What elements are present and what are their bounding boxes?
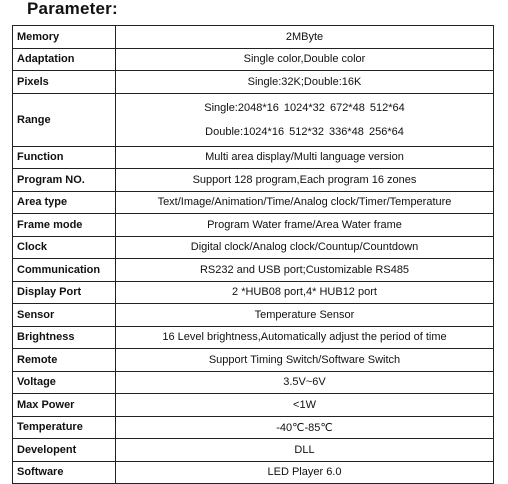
row-value-sensor: Temperature Sensor	[116, 304, 494, 327]
row-label-program-no: Program NO.	[13, 169, 116, 192]
row-value-area-type: Text/Image/Animation/Time/Analog clock/Timer/Temperature	[116, 191, 494, 214]
table-row	[13, 439, 494, 462]
range-double-line: Double:1024*16 512*32 336*48 256*64	[205, 125, 404, 138]
table-row	[13, 259, 494, 282]
table-row	[13, 191, 494, 214]
table-row	[13, 71, 494, 94]
table-row	[13, 394, 494, 417]
table-row	[13, 169, 494, 192]
table-row	[13, 326, 494, 349]
row-label-memory: Memory	[13, 26, 116, 49]
row-label-adaptation: Adaptation	[13, 48, 116, 71]
row-value-program-no: Support 128 program,Each program 16 zones	[116, 169, 494, 192]
row-label-temperature: Temperature	[13, 416, 116, 439]
table-row	[13, 214, 494, 237]
table-row	[13, 146, 494, 169]
row-label-function: Function	[13, 146, 116, 169]
row-value-frame-mode: Program Water frame/Area Water frame	[116, 214, 494, 237]
row-value-voltage: 3.5V~6V	[116, 371, 494, 394]
row-value-max-power: <1W	[116, 394, 494, 417]
table-row	[13, 304, 494, 327]
row-value-range	[116, 93, 494, 146]
row-label-development: Developent	[13, 439, 116, 462]
row-label-frame-mode: Frame mode	[13, 214, 116, 237]
row-value-pixels: Single:32K;Double:16K	[116, 71, 494, 94]
parameter-table	[12, 25, 494, 484]
row-value-clock: Digital clock/Analog clock/Countup/Countdown	[116, 236, 494, 259]
row-label-clock: Clock	[13, 236, 116, 259]
table-row	[13, 26, 494, 49]
table-row	[13, 349, 494, 372]
row-label-sensor: Sensor	[13, 304, 116, 327]
table-row	[13, 93, 494, 146]
row-label-pixels: Pixels	[13, 71, 116, 94]
row-label-software: Software	[13, 461, 116, 484]
row-label-voltage: Voltage	[13, 371, 116, 394]
row-label-max-power: Max Power	[13, 394, 116, 417]
row-value-temperature: -40℃-85℃	[116, 416, 494, 439]
row-label-range: Range	[13, 93, 116, 146]
row-value-display-port: 2 *HUB08 port,4* HUB12 port	[116, 281, 494, 304]
table-row	[13, 416, 494, 439]
table-row	[13, 236, 494, 259]
range-single-line: Single:2048*16 1024*32 672*48 512*64	[204, 101, 405, 114]
row-label-display-port: Display Port	[13, 281, 116, 304]
table-row	[13, 461, 494, 484]
row-label-brightness: Brightness	[13, 326, 116, 349]
row-label-area-type: Area type	[13, 191, 116, 214]
row-value-software: LED Player 6.0	[116, 461, 494, 484]
row-value-remote: Support Timing Switch/Software Switch	[116, 349, 494, 372]
table-row	[13, 371, 494, 394]
row-value-development: DLL	[116, 439, 494, 462]
row-label-communication: Communication	[13, 259, 116, 282]
row-value-function: Multi area display/Multi language version	[116, 146, 494, 169]
row-label-remote: Remote	[13, 349, 116, 372]
row-value-brightness: 16 Level brightness,Automatically adjust the period of time	[116, 326, 494, 349]
page-title: Parameter:	[27, 0, 118, 18]
row-value-adaptation: Single color,Double color	[116, 48, 494, 71]
table-row	[13, 48, 494, 71]
table-row	[13, 281, 494, 304]
row-value-memory: 2MByte	[116, 26, 494, 49]
row-value-communication: RS232 and USB port;Customizable RS485	[116, 259, 494, 282]
